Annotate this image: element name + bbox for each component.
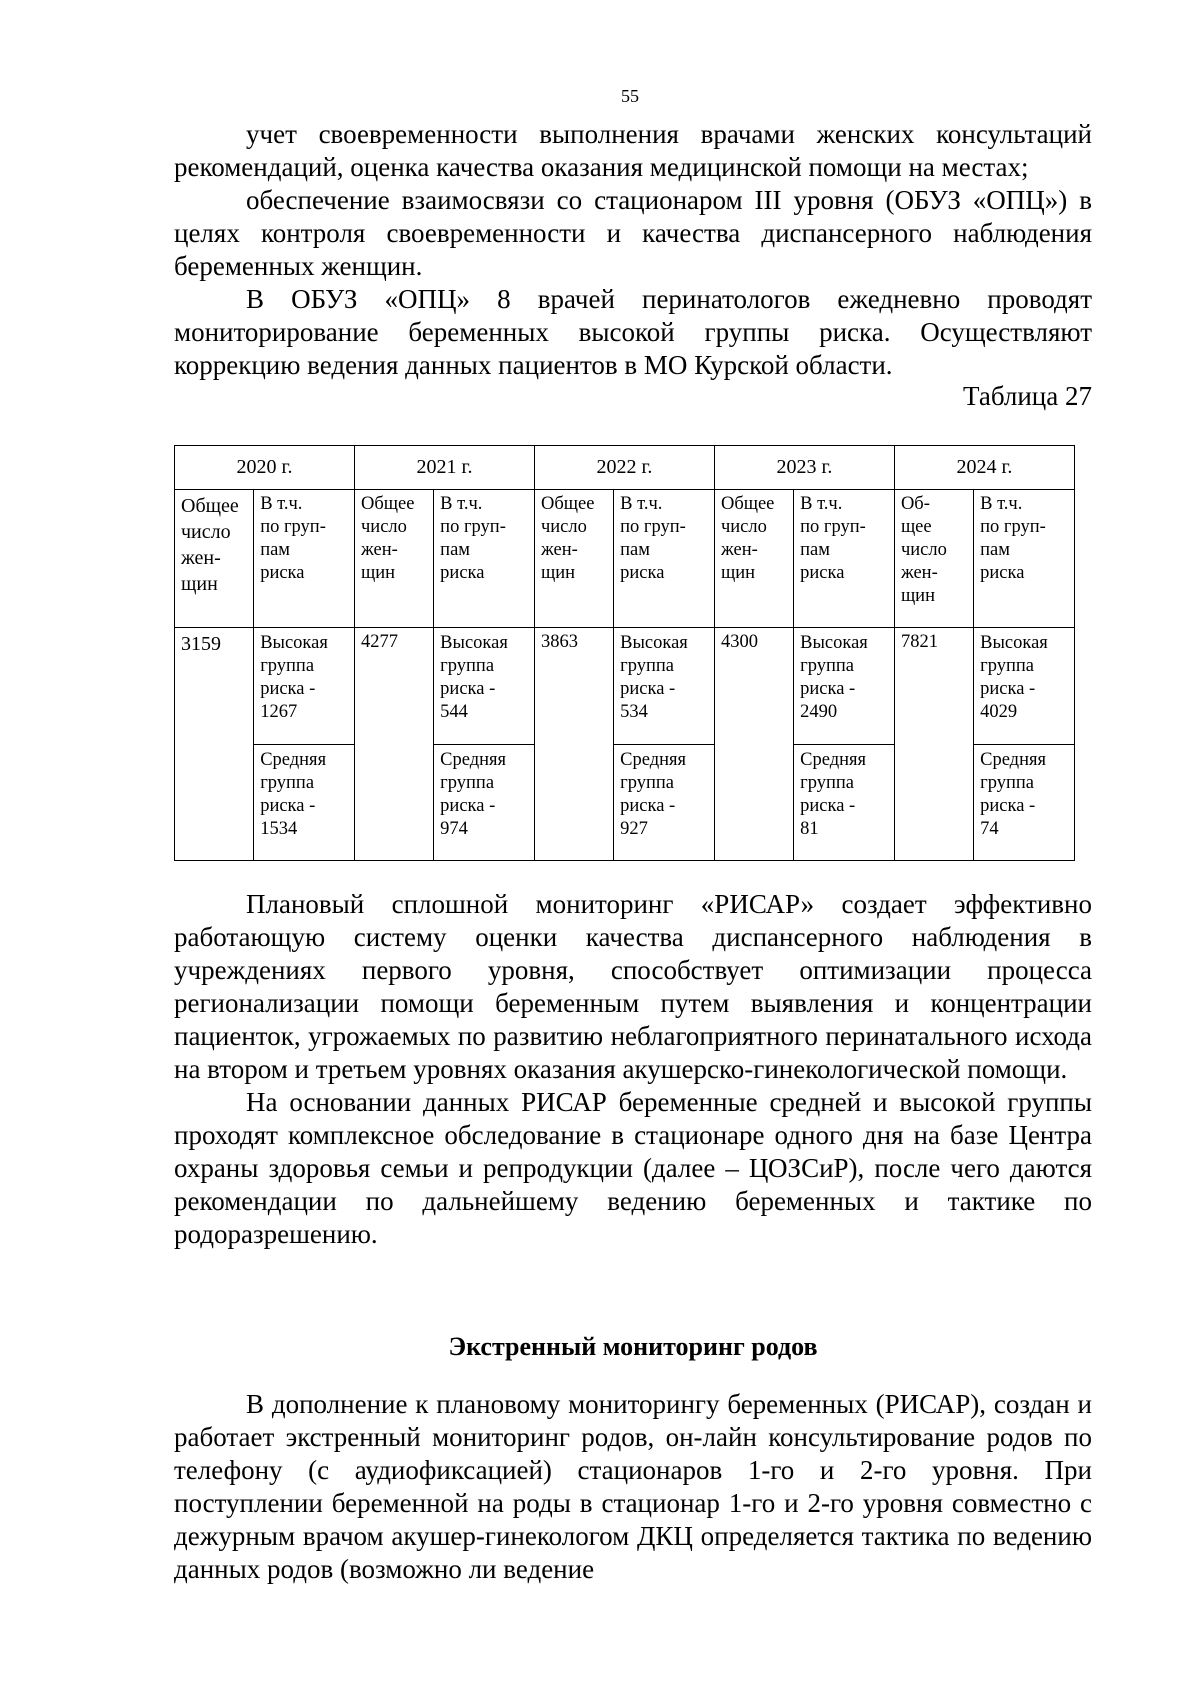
intro-text — [174, 118, 1092, 382]
mid-risk-cell: Средняя группа риска - 927 — [614, 744, 715, 860]
paragraph: обеспечение взаимосвязи со стационаром III уровня (ОБУЗ «ОПЦ») в целях контроля своевременности и качества диспансерного наблюдения беременных женщин. — [174, 185, 1092, 281]
total-value-cell: 3159 — [175, 628, 254, 861]
header-risk-groups: В т.ч. по груп- пам риска — [434, 490, 535, 628]
paragraph: На основании данных РИСАР беременные средней и высокой группы проходят комплексное обследование в стационаре одного дня на базе Центра охраны здоровья семьи и репродукции (далее – ЦОЗСиР), после чего даются рекомендации по дальнейшему ведению беременных и тактике по родоразрешению. — [174, 1087, 1092, 1249]
mid-risk-cell: Средняя группа риска - 81 — [794, 744, 895, 860]
high-risk-cell: Высокая группа риска - 544 — [434, 628, 535, 744]
year-cell: 2024 г. — [894, 446, 1074, 490]
total-value-cell: 4300 — [714, 628, 793, 861]
emergency-text — [174, 1388, 1092, 1586]
high-risk-cell: Высокая группа риска - 1267 — [254, 628, 355, 744]
header-total-women: Общее число жен- щин — [354, 490, 433, 628]
page-number: 55 — [621, 86, 639, 106]
year-cell: 2020 г. — [175, 446, 355, 490]
paragraph: Плановый сплошной мониторинг «РИСАР» создает эффективно работающую систему оценки качества диспансерного наблюдения в учреждениях первого уровня, способствует оптимизации процесса регионализации помощи беременным путем выявления и концентрации пациенток, угрожаемых по развитию неблагоприятного перинатального исхода на втором и третьем уровнях оказания акушерско-гинекологической помощи. — [174, 889, 1092, 1084]
section-heading: Экстренный мониторинг родов — [448, 1332, 818, 1361]
header-risk-groups: В т.ч. по груп- пам риска — [794, 490, 895, 628]
header-risk-groups: В т.ч. по груп- пам риска — [614, 490, 715, 628]
paragraph: учет своевременности выполнения врачами женских консультаций рекомендаций, оценка качества оказания медицинской помощи на местах; — [174, 119, 1092, 182]
mid-risk-cell: Средняя группа риска - 974 — [434, 744, 535, 860]
header-total-women: Общее число жен- щин — [175, 490, 254, 628]
total-value-cell: 4277 — [354, 628, 433, 861]
year-cell: 2022 г. — [534, 446, 714, 490]
total-value-cell: 3863 — [534, 628, 613, 861]
year-header-row — [175, 446, 1075, 490]
risk-groups-table — [174, 445, 1075, 861]
high-risk-row — [175, 628, 1075, 744]
monitoring-text — [174, 888, 1092, 1251]
paragraph: В дополнение к плановому мониторингу беременных (РИСАР), создан и работает экстренный мониторинг родов, он-лайн консультирование родов по телефону (с аудиофиксацией) стационаров 1-го и 2-го уровня. При поступлении беременной на роды в стационар 1-го и 2-го уровня совместно с дежурным врачом акушер-гинекологом ДКЦ определяется тактика по ведению данных родов (возможно ли ведение — [174, 1389, 1092, 1584]
table-caption: Таблица 27 — [963, 381, 1092, 411]
header-total-women: Общее число жен- щин — [534, 490, 613, 628]
header-total-women: Об- щее число жен- щин — [894, 490, 973, 628]
total-value-cell: 7821 — [894, 628, 973, 861]
mid-risk-cell: Средняя группа риска - 74 — [974, 744, 1075, 860]
header-risk-groups: В т.ч. по груп- пам риска — [974, 490, 1075, 628]
year-cell: 2021 г. — [354, 446, 534, 490]
high-risk-cell: Высокая группа риска - 2490 — [794, 628, 895, 744]
high-risk-cell: Высокая группа риска - 534 — [614, 628, 715, 744]
header-total-women: Общее число жен- щин — [714, 490, 793, 628]
mid-risk-cell: Средняя группа риска - 1534 — [254, 744, 355, 860]
paragraph: В ОБУЗ «ОПЦ» 8 врачей перинатологов ежедневно проводят мониторирование беременных высокой группы риска. Осуществляют коррекцию ведения данных пациентов в МО Курской области. — [174, 284, 1092, 380]
column-header-row — [175, 490, 1075, 628]
header-risk-groups: В т.ч. по груп- пам риска — [254, 490, 355, 628]
high-risk-cell: Высокая группа риска - 4029 — [974, 628, 1075, 744]
year-cell: 2023 г. — [714, 446, 894, 490]
